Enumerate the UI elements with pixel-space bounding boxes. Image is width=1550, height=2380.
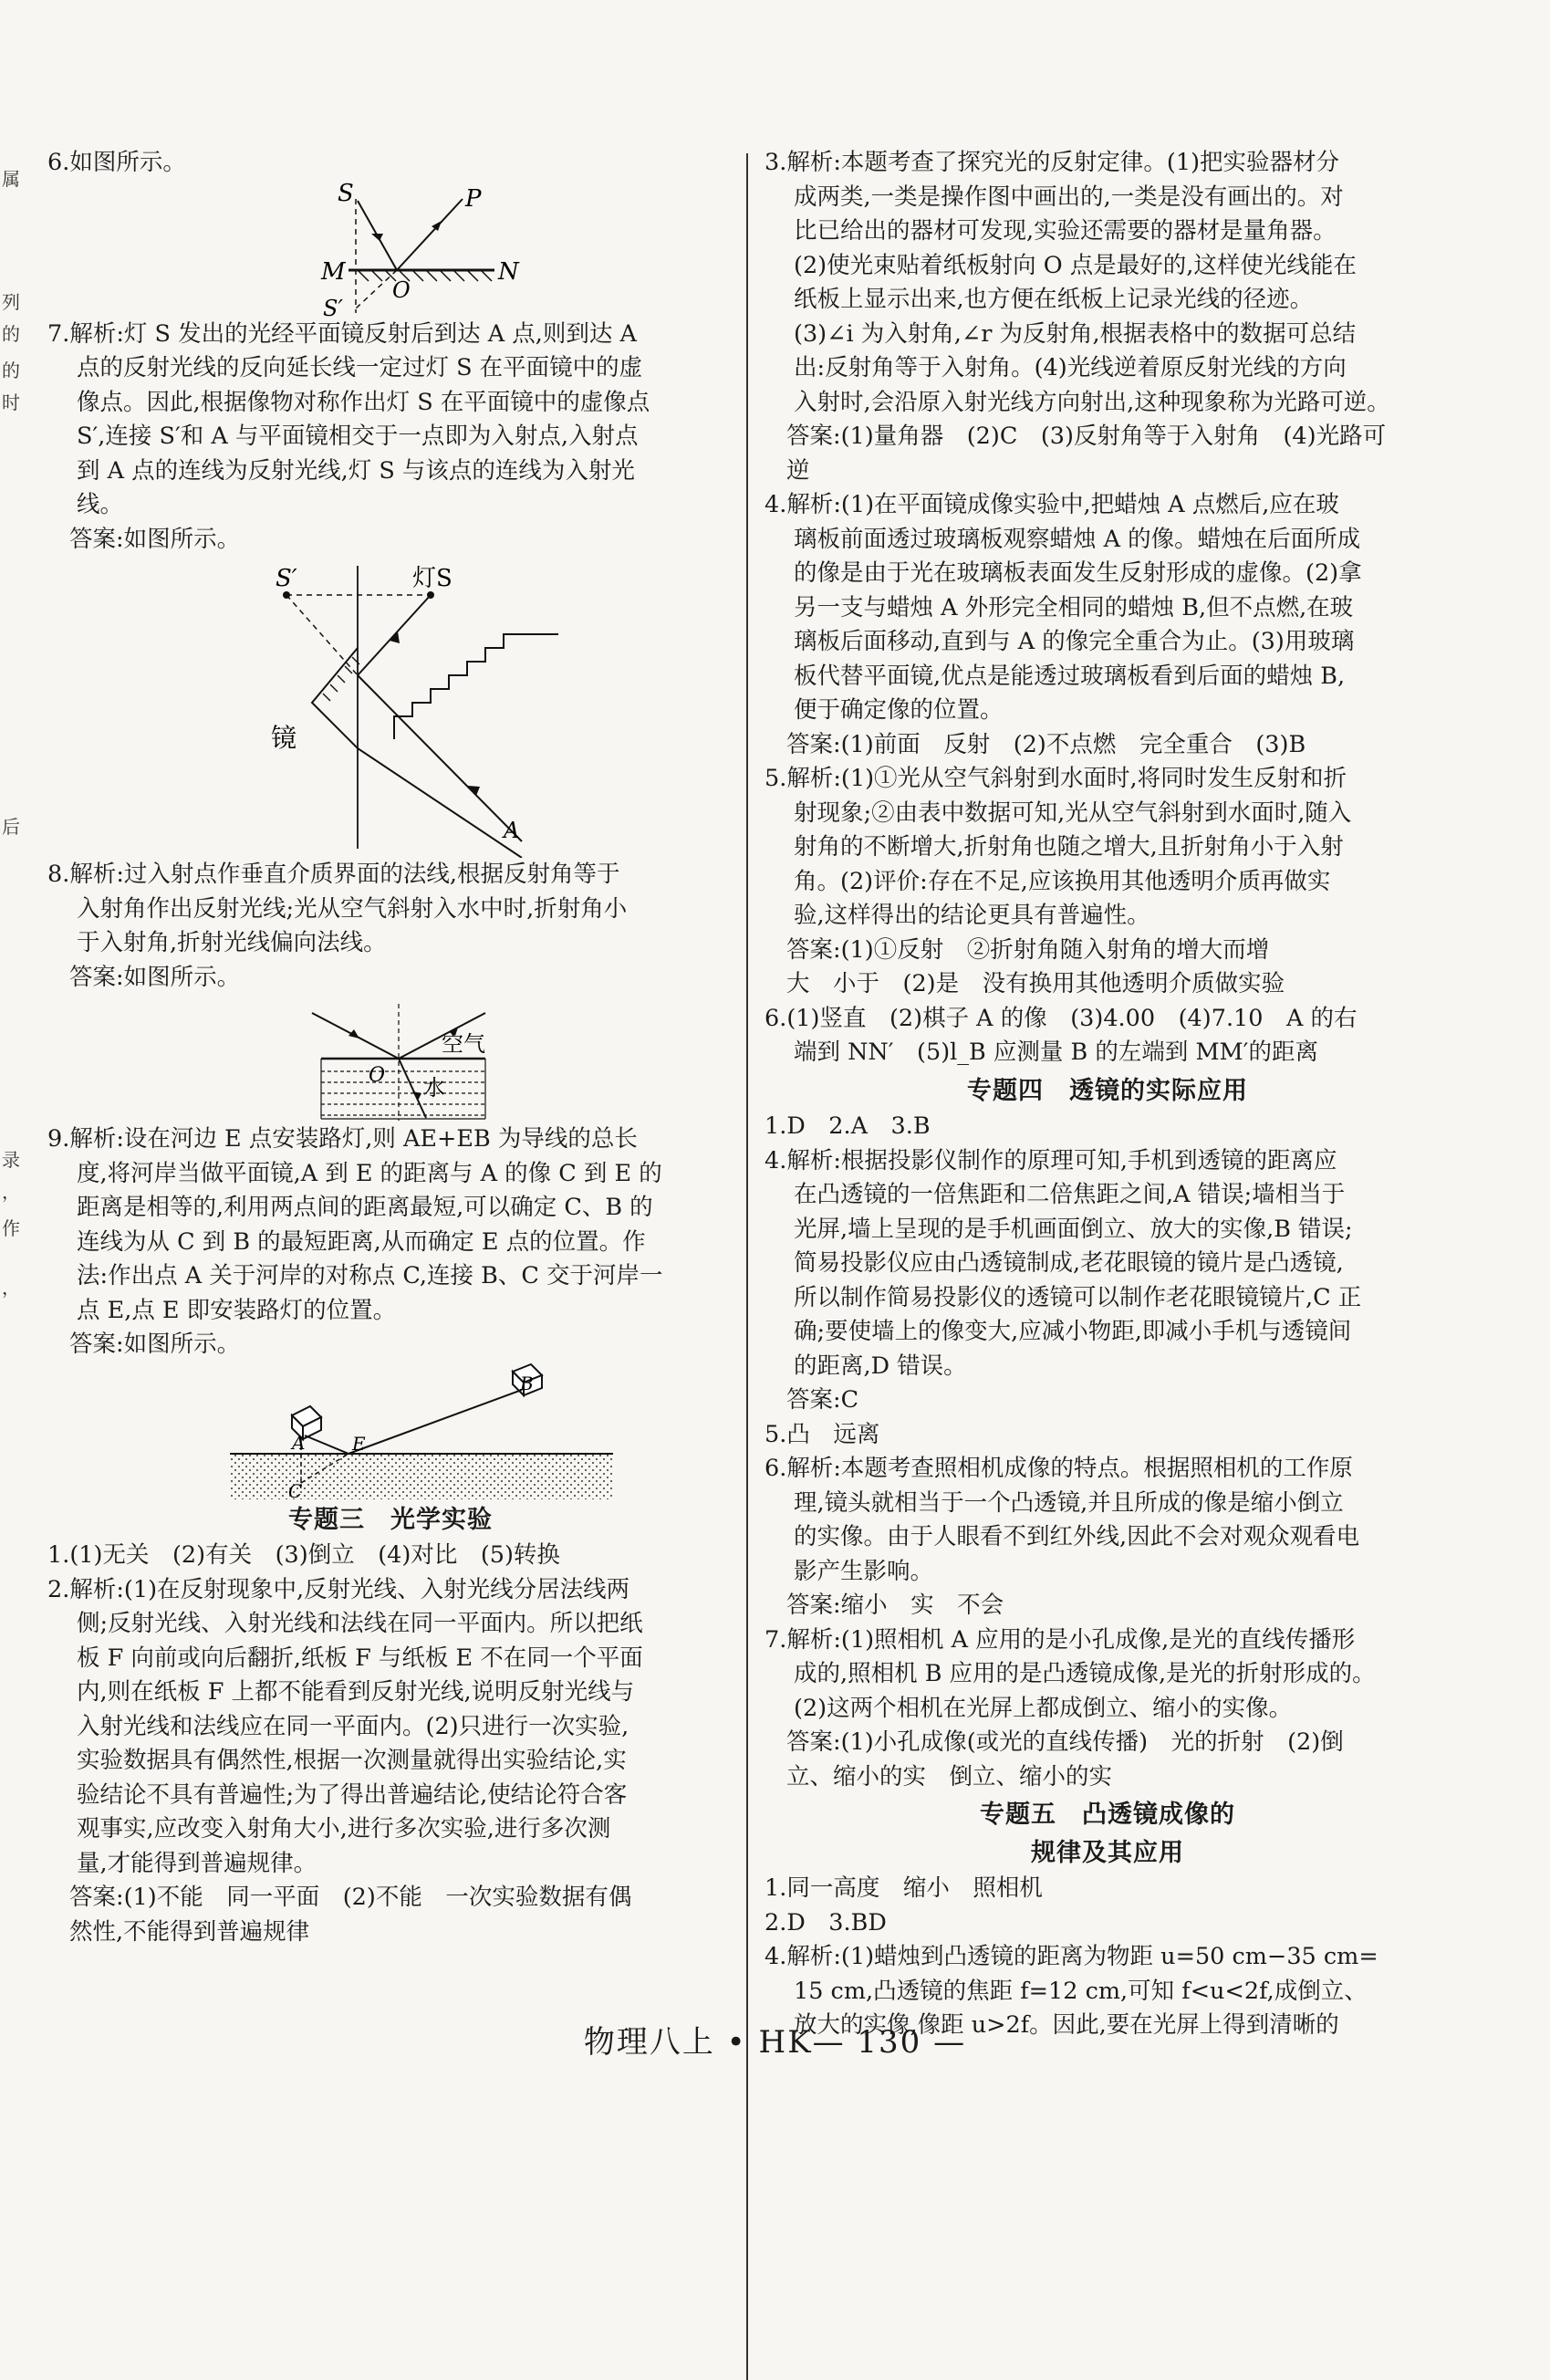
q9-line: 度,将河岸当做平面镜,A 到 E 的距离与 A 的像 C 到 E 的 <box>77 1159 662 1187</box>
q8-line: 8.解析:过入射点作垂直介质界面的法线,根据反射角等于 <box>47 861 620 888</box>
label-lamp-S: 灯S <box>412 565 453 592</box>
right-column <box>765 146 1451 2043</box>
q3-line: 纸板上显示出来,也方便在纸板上记录光线的径迹。 <box>794 286 1314 313</box>
figure-q7-lamp-mirror-stairs <box>47 557 733 858</box>
q3-answer: 逆 <box>786 456 810 485</box>
s4-q4-line: 简易投影仪应由凸透镜制成,老花眼镜的镜片是凸透镜, <box>794 1249 1344 1277</box>
s3-q2-line: 侧;反射光线、入射光线和法线在同一平面内。所以把纸 <box>77 1610 643 1637</box>
q7-line: 到 A 点的连线为反射光线,灯 S 与该点的连线为入射光 <box>77 456 635 485</box>
s3-q2-line: 入射光线和法线应在同一平面内。(2)只进行一次实验, <box>77 1712 629 1740</box>
s3-q2-answer: 答案:(1)不能 同一平面 (2)不能 一次实验数据有偶 <box>69 1884 632 1911</box>
s4-q6-line: 理,镜头就相当于一个凸透镜,并且所成的像是缩小倒立 <box>794 1488 1344 1517</box>
s5-q1: 1.同一高度 缩小 照相机 <box>765 1874 1043 1902</box>
q4-line: 璃板后面移动,直到与 A 的像完全重合为止。(3)用玻璃 <box>794 628 1355 655</box>
edge-char: 列 <box>2 291 20 313</box>
s3-q2-line: 验结论不具有普遍性;为了得出普遍结论,使结论符合客 <box>77 1780 628 1809</box>
q5-answer: 答案:(1)①反射 ②折射角随入射角的增大而增 <box>786 935 1270 964</box>
s3-q1: 1.(1)无关 (2)有关 (3)倒立 (4)对比 (5)转换 <box>47 1541 560 1569</box>
label-S-prime: S′ <box>323 295 343 318</box>
q6-text: 6.如图所示。 <box>47 149 186 176</box>
label-B: B <box>520 1372 534 1394</box>
s3-q2-line: 观事实,应改变入射角大小,进行多次实验,进行多次测 <box>77 1815 611 1842</box>
s4-q7-answer: 立、缩小的实 倒立、缩小的实 <box>786 1762 1113 1790</box>
q5-answer: 大 小于 (2)是 没有换用其他透明介质做实验 <box>786 970 1285 997</box>
s5-q4-line: 4.解析:(1)蜡烛到凸透镜的距离为物距 u=50 cm−35 cm= <box>765 1943 1378 1970</box>
q3-line: (2)使光束贴着纸板射向 O 点是最好的,这样使光线能在 <box>794 251 1357 279</box>
q4-line: 璃板前面透过玻璃板观察蜡烛 A 的像。蜡烛在后面所成 <box>794 525 1361 553</box>
s3-q2-line: 内,则在纸板 F 上都不能看到反射光线,说明反射光线与 <box>77 1678 635 1706</box>
section-3-title: 专题三 光学实验 <box>288 1505 493 1534</box>
label-water: 水 <box>423 1075 445 1101</box>
q3-line: 成两类,一类是操作图中画出的,一类是没有画出的。对 <box>794 183 1344 211</box>
edge-char: 属 <box>2 168 20 190</box>
q9-line: 点 E,点 E 即安装路灯的位置。 <box>77 1296 397 1324</box>
q3-line: 入射时,会沿原入射光线方向射出,这种现象称为光路可逆。 <box>794 388 1390 416</box>
q6-line: 6.(1)竖直 (2)棋子 A 的像 (3)4.00 (4)7.10 A 的右 <box>765 1004 1358 1032</box>
q8-line: 入射角作出反射光线;光从空气斜射入水中时,折射角小 <box>77 894 628 923</box>
s4-q4-line: 4.解析:根据投影仪制作的原理可知,手机到透镜的距离应 <box>765 1146 1337 1174</box>
label-S: S <box>338 180 354 207</box>
s4-q7-line: 7.解析:(1)照相机 A 应用的是小孔成像,是光的直线传播形 <box>765 1625 1356 1654</box>
s4-q4-line: 所以制作简易投影仪的透镜可以制作老花眼镜镜片,C 正 <box>794 1283 1362 1311</box>
s5-q4-line: 15 cm,凸透镜的焦距 f=12 cm,可知 f<u<2f,成倒立、 <box>794 1977 1368 2005</box>
q4-line: 4.解析:(1)在平面镜成像实验中,把蜡烛 A 点燃后,应在玻 <box>765 491 1339 518</box>
s4-q6-line: 影产生影响。 <box>794 1557 934 1585</box>
label-P: P <box>465 184 482 213</box>
edge-char: 的 <box>2 360 20 381</box>
edge-char: ， <box>2 1277 20 1299</box>
q6-line: 端到 NN′ (5)l_B 应测量 B 的左端到 MM′的距离 <box>794 1039 1318 1066</box>
q4-line: 的像是由于光在玻璃板表面发生反射形成的虚像。(2)拿 <box>794 559 1362 587</box>
section-5-title: 专题五 凸透镜成像的 <box>980 1801 1235 1829</box>
label-M: M <box>321 257 346 286</box>
q5-line: 验,这样得出的结论更具有普遍性。 <box>794 902 1150 929</box>
s5-q4-line: 放大的实像,像距 u>2f。因此,要在光屏上得到清晰的 <box>794 2011 1339 2039</box>
q7-line: 7.解析:灯 S 发出的光经平面镜反射后到达 A 点,则到达 A <box>47 319 637 348</box>
q4-line: 另一支与蜡烛 A 外形完全相同的蜡烛 B,但不点燃,在玻 <box>794 593 1354 621</box>
q8-answer: 答案:如图所示。 <box>69 963 241 991</box>
q3-line: 出:反射角等于入射角。(4)光线逆着原反射光线的方向 <box>794 354 1347 381</box>
q3-answer: 答案:(1)量角器 (2)C (3)反射角等于入射角 (4)光路可 <box>786 423 1387 450</box>
q3-line: 3.解析:本题考查了探究光的反射定律。(1)把实验器材分 <box>765 149 1340 176</box>
s4-q4-line: 的距离,D 错误。 <box>794 1352 967 1380</box>
s4-q123: 1.D 2.A 3.B <box>765 1112 931 1140</box>
label-A: A <box>292 1431 306 1454</box>
q4-line: 板代替平面镜,优点是能透过玻璃板看到后面的蜡烛 B, <box>794 662 1346 690</box>
s4-q7-answer: 答案:(1)小孔成像(或光的直线传播) 光的折射 (2)倒 <box>786 1728 1344 1756</box>
section-4-title: 专题四 透镜的实际应用 <box>967 1076 1248 1105</box>
label-S-prime: S′ <box>276 565 297 592</box>
q7-line: S′,连接 S′和 A 与平面镜相交于一点即为入射点,入射点 <box>77 423 639 450</box>
edge-char: ， <box>2 1181 20 1203</box>
s3-q2-line: 2.解析:(1)在反射现象中,反射光线、入射光线分居法线两 <box>47 1575 630 1603</box>
label-C: C <box>288 1479 303 1499</box>
q3-line: (3)∠i 为入射角,∠r 为反射角,根据表格中的数据可总结 <box>794 319 1357 348</box>
q7-answer: 答案:如图所示。 <box>69 525 241 553</box>
s4-q4-line: 光屏,墙上呈现的是手机画面倒立、放大的实像,B 错误; <box>794 1215 1353 1243</box>
label-O: O <box>392 277 411 303</box>
q7-line: 线。 <box>77 491 124 518</box>
edge-char: 后 <box>2 816 20 838</box>
s4-q4-line: 在凸透镜的一倍焦距和二倍焦距之间,A 错误;墙相当于 <box>794 1181 1346 1208</box>
label-mirror: 镜 <box>271 723 297 753</box>
q9-line: 9.解析:设在河边 E 点安装路灯,则 AE+EB 为导线的总长 <box>47 1125 638 1153</box>
figure-q9-river-lamp <box>47 1362 733 1499</box>
q8-line: 于入射角,折射光线偏向法线。 <box>77 929 387 956</box>
label-A: A <box>504 818 520 843</box>
q5-line: 5.解析:(1)①光从空气斜射到水面时,将同时发生反射和折 <box>765 765 1347 792</box>
q9-line: 距离是相等的,利用两点间的距离最短,可以确定 C、B 的 <box>77 1194 653 1221</box>
q9-line: 法:作出点 A 关于河岸的对称点 C,连接 B、C 交于河岸一 <box>77 1262 663 1289</box>
s4-q4-line: 确;要使墙上的像变大,应减小物距,即减小手机与透镜间 <box>794 1318 1352 1345</box>
edge-char: 录 <box>2 1149 20 1171</box>
s4-q5: 5.凸 远离 <box>765 1420 880 1448</box>
label-air: 空气 <box>442 1031 485 1057</box>
s3-q2-line: 量,才能得到普遍规律。 <box>77 1849 317 1877</box>
edge-char: 时 <box>2 391 20 413</box>
figure-q6-mirror-reflection <box>47 181 733 318</box>
q4-line: 便于确定像的位置。 <box>794 696 1004 724</box>
left-column <box>47 146 733 1949</box>
q3-line: 比已给出的器材可发现,实验还需要的器材是量角器。 <box>794 217 1337 245</box>
label-O: O <box>369 1064 386 1087</box>
s4-q7-line: (2)这两个相机在光屏上都成倒立、缩小的实像。 <box>794 1694 1293 1722</box>
s4-q6-line: 的实像。由于人眼看不到红外线,因此不会对观众观看电 <box>794 1523 1360 1550</box>
section-5-subtitle: 规律及其应用 <box>1031 1838 1184 1867</box>
q7-line: 像点。因此,根据像物对称作出灯 S 在平面镜中的虚像点 <box>77 388 650 416</box>
q9-answer: 答案:如图所示。 <box>69 1331 241 1358</box>
s4-q7-line: 成的,照相机 B 应用的是凸透镜成像,是光的折射形成的。 <box>794 1660 1376 1687</box>
label-N: N <box>498 257 519 286</box>
q9-line: 连线为从 C 到 B 的最短距离,从而确定 E 点的位置。作 <box>77 1227 646 1256</box>
s3-q2-answer: 然性,不能得到普遍规律 <box>69 1917 310 1946</box>
edge-char: 作 <box>2 1217 20 1239</box>
s5-q23: 2.D 3.BD <box>765 1908 887 1936</box>
q5-line: 角。(2)评价:存在不足,应该换用其他透明介质再做实 <box>794 867 1331 895</box>
edge-char: 的 <box>2 323 20 345</box>
q7-line: 点的反射光线的反向延长线一定过灯 S 在平面镜中的虚 <box>77 354 643 381</box>
s4-q4-answer: 答案:C <box>786 1386 859 1414</box>
s4-q6-line: 6.解析:本题考查照相机成像的特点。根据照相机的工作原 <box>765 1455 1353 1482</box>
q5-line: 射角的不断增大,折射角也随之增大,且折射角小于入射 <box>794 833 1344 861</box>
s3-q2-line: 实验数据具有偶然性,根据一次测量就得出实验结论,实 <box>77 1747 627 1774</box>
q4-answer: 答案:(1)前面 反射 (2)不点燃 完全重合 (3)B <box>786 730 1306 758</box>
figure-q8-refraction <box>47 995 733 1122</box>
s4-q6-answer: 答案:缩小 实 不会 <box>786 1592 1004 1619</box>
label-E: E <box>352 1432 366 1455</box>
q5-line: 射现象;②由表中数据可知,光从空气斜射到水面时,随入 <box>794 799 1352 827</box>
s3-q2-line: 板 F 向前或向后翻折,纸板 F 与纸板 E 不在同一个平面 <box>77 1644 643 1672</box>
page-footer: 物理八上 • HK— 130 — <box>583 2024 967 2061</box>
